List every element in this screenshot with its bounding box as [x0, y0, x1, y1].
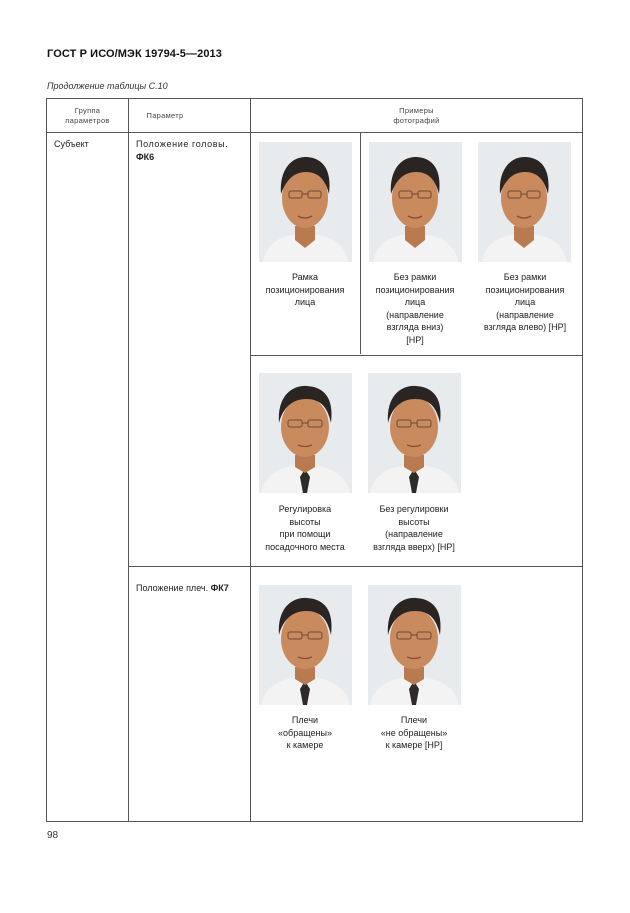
column-divider [250, 99, 251, 821]
photo-caption: Без рамки позиционирования лица (направление взгляда вниз) [НР] [375, 272, 455, 345]
portrait-photo-icon [369, 142, 462, 262]
column-header-examples: Примеры фотографий [393, 106, 440, 125]
page-number: 98 [47, 830, 59, 841]
photo-caption: Без регулировки высоты (направление взгляда вверх) [НР] [373, 504, 455, 552]
portrait-photo-icon [259, 585, 352, 705]
parameter-code: ФК7 [210, 583, 229, 593]
photo-caption: Регулировка высоты при помощи посадочного места [265, 504, 345, 552]
column-divider [128, 99, 129, 821]
group-value: Субъект [54, 139, 89, 149]
parameter-shoulder-position [136, 582, 248, 595]
parameter-text: Положение головы. [136, 139, 229, 149]
parameter-head-position [136, 138, 246, 164]
header-divider [47, 132, 582, 133]
parameters-table [46, 98, 583, 822]
portrait-photo-icon [368, 373, 461, 493]
portrait-photo-icon [478, 142, 571, 262]
photo-caption: Плечи «не обращены» к камере [НР] [380, 715, 448, 750]
portrait-photo-icon [368, 585, 461, 705]
row-divider [250, 355, 582, 356]
portrait-photo-icon [259, 142, 352, 262]
photo-caption: Плечи «обращены» к камере [278, 715, 332, 750]
parameter-text: Положение плеч. [136, 583, 209, 593]
row-divider [128, 566, 582, 567]
photo-caption: Рамка позиционирования лица [265, 272, 345, 307]
column-header-group: Группа параметров [65, 106, 110, 125]
parameter-code: ФК6 [136, 152, 155, 162]
table-continuation-caption: Продолжение таблицы С.10 [47, 81, 168, 91]
document-header: ГОСТ Р ИСО/МЭК 19794-5—2013 [47, 48, 222, 60]
column-header-parameter: Параметр [146, 111, 184, 120]
photo-caption: Без рамки позиционирования лица (направление взгляда влево) [НР] [483, 272, 567, 332]
portrait-photo-icon [259, 373, 352, 493]
